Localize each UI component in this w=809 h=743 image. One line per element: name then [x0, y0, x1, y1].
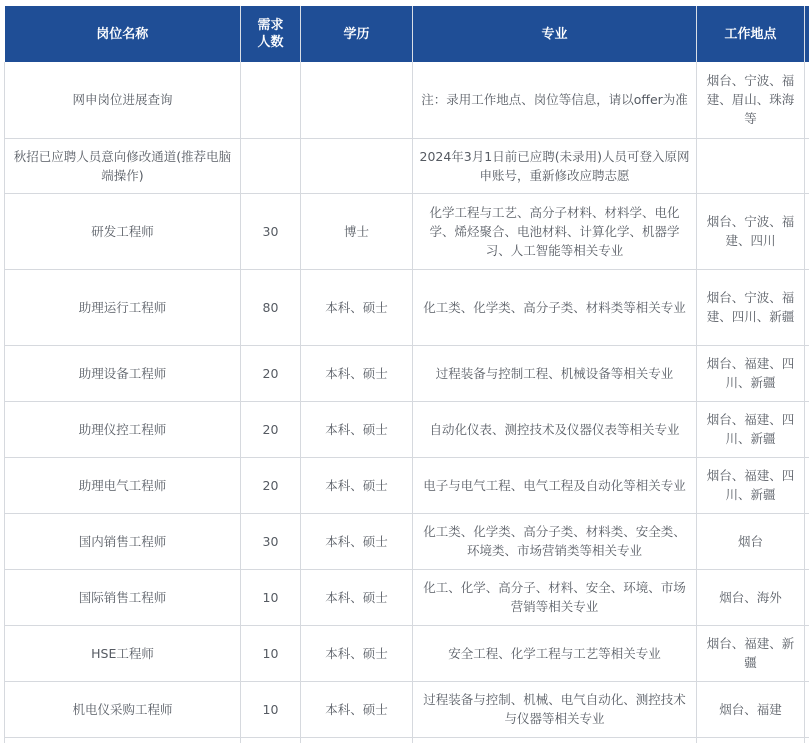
cell-major: 化学工程与工艺、高分子材料、材料学、电化学、烯烃聚合、电池材料、计算化学、机器学习、人工智能等相关专业	[413, 193, 697, 269]
cell-major: 2024年3月1日前已应聘(未录用)人员可登入原网申账号，重新修改应聘志愿	[413, 138, 697, 193]
cell-education: 本科、硕士	[301, 569, 413, 625]
cell-position-link	[5, 737, 241, 743]
cell-headcount: 10	[241, 625, 301, 681]
cell-major: 安全工程、化学工程与工艺等相关专业	[413, 625, 697, 681]
cell-position-link[interactable]: 网申岗位进展查询	[5, 62, 241, 138]
cell-education	[301, 62, 413, 138]
table-row	[5, 345, 809, 401]
cell-major: 过程装备与控制工程、机械设备等相关专业	[413, 345, 697, 401]
table-row	[5, 62, 809, 138]
table-row	[5, 401, 809, 457]
cell-location: 烟台、宁波、福建、四川	[697, 193, 805, 269]
cell-location	[697, 138, 805, 193]
cell-education: 本科、硕士	[301, 401, 413, 457]
cell-location: 烟台、福建、四川、新疆	[697, 457, 805, 513]
job-positions-table	[4, 6, 809, 743]
cell-education: 本科、硕士	[301, 625, 413, 681]
cell-extra	[805, 681, 809, 737]
cell-position-link[interactable]: 助理仪控工程师	[5, 401, 241, 457]
cell-extra	[805, 625, 809, 681]
cell-headcount: 20	[241, 457, 301, 513]
cell-education: 本科、硕士	[301, 269, 413, 345]
table-row	[5, 681, 809, 737]
cell-headcount: 30	[241, 193, 301, 269]
cell-extra	[805, 138, 809, 193]
header-headcount-line2: 人数	[257, 35, 284, 50]
cell-position-link[interactable]: 助理设备工程师	[5, 345, 241, 401]
table-header-row	[5, 6, 809, 62]
cell-major: 自动化仪表、测控技术及仪器仪表等相关专业	[413, 401, 697, 457]
cell-position-link[interactable]: 机电仪采购工程师	[5, 681, 241, 737]
cell-major: 电子与电气工程、电气工程及自动化等相关专业	[413, 457, 697, 513]
table-row	[5, 138, 809, 193]
cell-headcount	[241, 138, 301, 193]
cell-headcount: 30	[241, 513, 301, 569]
cell-headcount: 20	[241, 345, 301, 401]
header-extra	[805, 6, 809, 62]
cell-headcount	[241, 737, 301, 743]
cell-extra	[805, 457, 809, 513]
header-education: 学历	[301, 6, 413, 62]
cell-headcount	[241, 62, 301, 138]
cell-location: 烟台	[697, 513, 805, 569]
cell-major: 注：录用工作地点、岗位等信息，请以offer为准	[413, 62, 697, 138]
header-major: 专业	[413, 6, 697, 62]
cell-location: 烟台、宁波、福建、四川、新疆	[697, 269, 805, 345]
cell-location: 烟台、福建、新疆	[697, 625, 805, 681]
cell-extra	[805, 569, 809, 625]
table-row	[5, 457, 809, 513]
cell-location: 烟台、福建	[697, 681, 805, 737]
cell-extra	[805, 401, 809, 457]
cell-extra	[805, 513, 809, 569]
cell-education: 本科、硕士	[301, 681, 413, 737]
header-headcount-line1: 需求	[257, 18, 284, 33]
cell-position-link[interactable]: 助理运行工程师	[5, 269, 241, 345]
cell-headcount: 80	[241, 269, 301, 345]
cell-location: 烟台、福建、四川、新疆	[697, 401, 805, 457]
cell-headcount: 10	[241, 681, 301, 737]
cell-position-link[interactable]: 国内销售工程师	[5, 513, 241, 569]
cell-education: 本科、硕士	[301, 457, 413, 513]
cell-position-link[interactable]: HSE工程师	[5, 625, 241, 681]
cell-extra	[805, 62, 809, 138]
table-row	[5, 269, 809, 345]
table-row	[5, 569, 809, 625]
table-row	[5, 513, 809, 569]
cell-major	[413, 737, 697, 743]
cell-headcount: 10	[241, 569, 301, 625]
cell-position-link[interactable]: 国际销售工程师	[5, 569, 241, 625]
header-headcount	[241, 6, 301, 62]
cell-position-link[interactable]: 助理电气工程师	[5, 457, 241, 513]
cell-major: 化工类、化学类、高分子类、材料类、安全类、环境类、市场营销类等相关专业	[413, 513, 697, 569]
cell-education: 本科、硕士	[301, 345, 413, 401]
cell-major: 过程装备与控制、机械、电气自动化、测控技术与仪器等相关专业	[413, 681, 697, 737]
table-row-partial	[5, 737, 809, 743]
cell-education	[301, 138, 413, 193]
cell-extra	[805, 345, 809, 401]
cell-education	[301, 737, 413, 743]
cell-extra	[805, 737, 809, 743]
cell-major: 化工类、化学类、高分子类、材料类等相关专业	[413, 269, 697, 345]
cell-location: 烟台、福建、四川、新疆	[697, 345, 805, 401]
cell-position-link[interactable]: 秋招已应聘人员意向修改通道(推荐电脑端操作)	[5, 138, 241, 193]
table-row	[5, 193, 809, 269]
cell-extra	[805, 269, 809, 345]
cell-education: 本科、硕士	[301, 513, 413, 569]
cell-education: 博士	[301, 193, 413, 269]
cell-position-link[interactable]: 研发工程师	[5, 193, 241, 269]
cell-location: 烟台、海外	[697, 569, 805, 625]
cell-extra	[805, 193, 809, 269]
header-position-name: 岗位名称	[5, 6, 241, 62]
cell-headcount: 20	[241, 401, 301, 457]
header-location: 工作地点	[697, 6, 805, 62]
cell-location	[697, 737, 805, 743]
table-row	[5, 625, 809, 681]
cell-major: 化工、化学、高分子、材料、安全、环境、市场营销等相关专业	[413, 569, 697, 625]
cell-location: 烟台、宁波、福建、眉山、珠海等	[697, 62, 805, 138]
